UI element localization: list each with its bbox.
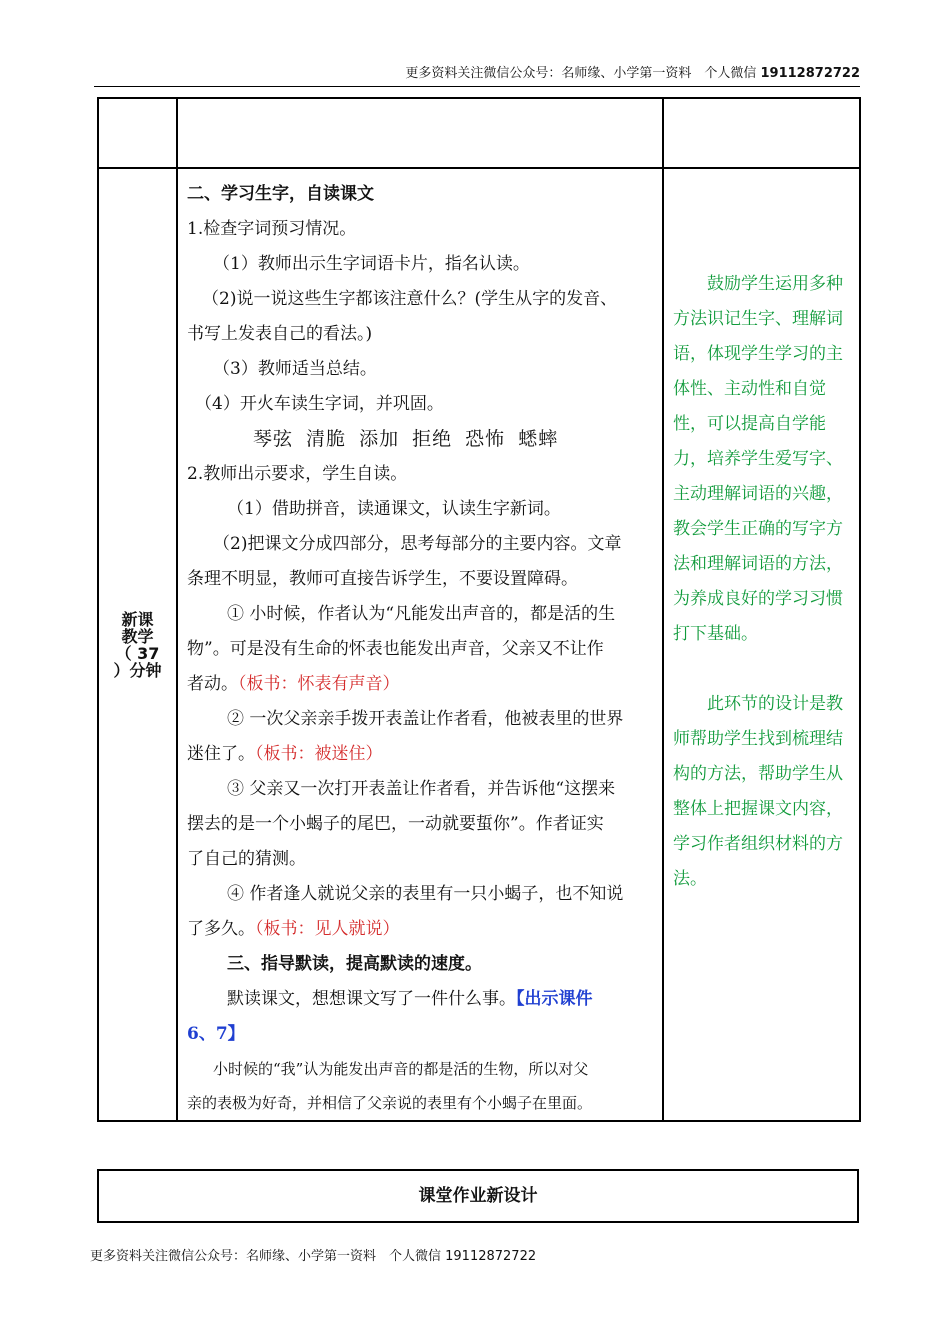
- homework-title: 课堂作业新设计: [97, 1169, 859, 1223]
- step-1-2b: 书写上发表自己的看法。): [187, 324, 373, 344]
- part-1b: 物”。可是没有生命的怀表也能发出声音，父亲又不让作: [187, 639, 604, 659]
- part-4b: 了多久。（板书：见人就说）: [187, 919, 400, 939]
- design-notes-cell: [663, 168, 860, 1121]
- design-notes: [664, 169, 859, 897]
- section-label-line: 教学: [121, 626, 154, 646]
- step-1-1: （1）教师出示生字词语卡片，指名认读。: [213, 254, 530, 274]
- lesson-content: [178, 169, 662, 1120]
- step-1: 1.检查字词预习情况。: [187, 219, 357, 239]
- board-note: （板书：被迷住）: [255, 744, 383, 764]
- table-row-lesson: [98, 168, 860, 1121]
- table-row-empty: [98, 98, 860, 168]
- vocabulary-words: 琴弦 清脆 添加 拒绝 恐怖 蟋蟀: [253, 428, 559, 450]
- step-2-1: （1）借助拼音，读通课文，认读生字新词。: [227, 499, 561, 519]
- part-2b: 迷住了。（板书：被迷住）: [187, 744, 383, 764]
- empty-cell: [663, 98, 860, 168]
- part-4a: ④ 作者逢人就说父亲的表里有一只小蝎子，也不知说: [227, 884, 624, 904]
- part-2a: ② 一次父亲亲手拨开表盖让作者看，他被表里的世界: [227, 709, 624, 729]
- part-3a: ③ 父亲又一次打开表盖让作者看，并告诉他“这摆来: [227, 779, 616, 799]
- part-1c: 者动。（板书：怀表有声音）: [187, 674, 400, 694]
- step-1-3: （3）教师适当总结。: [213, 359, 377, 379]
- heading-study-characters: 二、学习生字，自读课文: [187, 184, 374, 204]
- step-1-2a: （2)说一说这些生字都该注意什么？(学生从字的发音、: [202, 289, 618, 309]
- header-text: 更多资料关注微信公众号：名师缘、小学第一资料 个人微信: [405, 66, 761, 81]
- design-note-1: 鼓励学生运用多种方法识记生字、理解词语，体现学生学习的主体性、主动性和自觉性，可以提高自学能力，培养学生爱写字、主动理解词语的兴趣，教会学生正确的写字方法和理解词语的方法，为养成良好的学习习惯打下基础。: [673, 274, 843, 644]
- page-footer: 更多资料关注微信公众号：名师缘、小学第一资料 个人微信 19112872722: [90, 1249, 537, 1264]
- silent-reading-task: 默读课文，想想课文写了一件什么事。【出示课件: [227, 989, 593, 1009]
- empty-cell: [177, 98, 663, 168]
- section-label-line: ）分钟: [113, 660, 162, 680]
- lesson-table: [97, 97, 861, 1122]
- lesson-content-cell: [177, 168, 663, 1121]
- summary-b: 亲的表极为好奇，并相信了父亲说的表里有个小蝎子在里面。: [187, 1094, 593, 1112]
- part-3b: 摆去的是一个小蝎子的尾巴，一动就要蜇你”。作者证实: [187, 814, 604, 834]
- courseware-note: 【出示课件: [516, 989, 593, 1009]
- section-label-line: 新课: [121, 609, 154, 629]
- part-3c: 了自己的猜测。: [187, 849, 306, 869]
- summary-a: 小时候的“我”认为能发出声音的都是活的生物，所以对父: [213, 1060, 589, 1078]
- page-header: [94, 64, 860, 87]
- section-label: [98, 168, 177, 1121]
- section-label-line: （ 37: [115, 643, 160, 663]
- step-2-2a: （2)把课文分成四部分，思考每部分的主要内容。文章: [213, 534, 622, 554]
- step-1-4: （4）开火车读生字词，并巩固。: [195, 394, 444, 414]
- design-note-2: 此环节的设计是教师帮助学生找到梳理结构的方法，帮助学生从整体上把握课文内容，学习作者组织材料的方法。: [673, 694, 843, 889]
- header-wechat: 19112872722: [760, 66, 860, 81]
- board-note: （板书：见人就说）: [255, 919, 400, 939]
- board-note: （板书：怀表有声音）: [238, 674, 400, 694]
- step-2: 2.教师出示要求，学生自读。: [187, 464, 408, 484]
- empty-cell: [98, 98, 177, 168]
- courseware-note-cont: 6、7】: [187, 1024, 245, 1044]
- part-1a: ① 小时候，作者认为“凡能发出声音的，都是活的生: [227, 604, 616, 624]
- step-2-2b: 条理不明显，教师可直接告诉学生，不要设置障碍。: [187, 569, 578, 589]
- heading-silent-reading: 三、指导默读，提高默读的速度。: [227, 954, 482, 974]
